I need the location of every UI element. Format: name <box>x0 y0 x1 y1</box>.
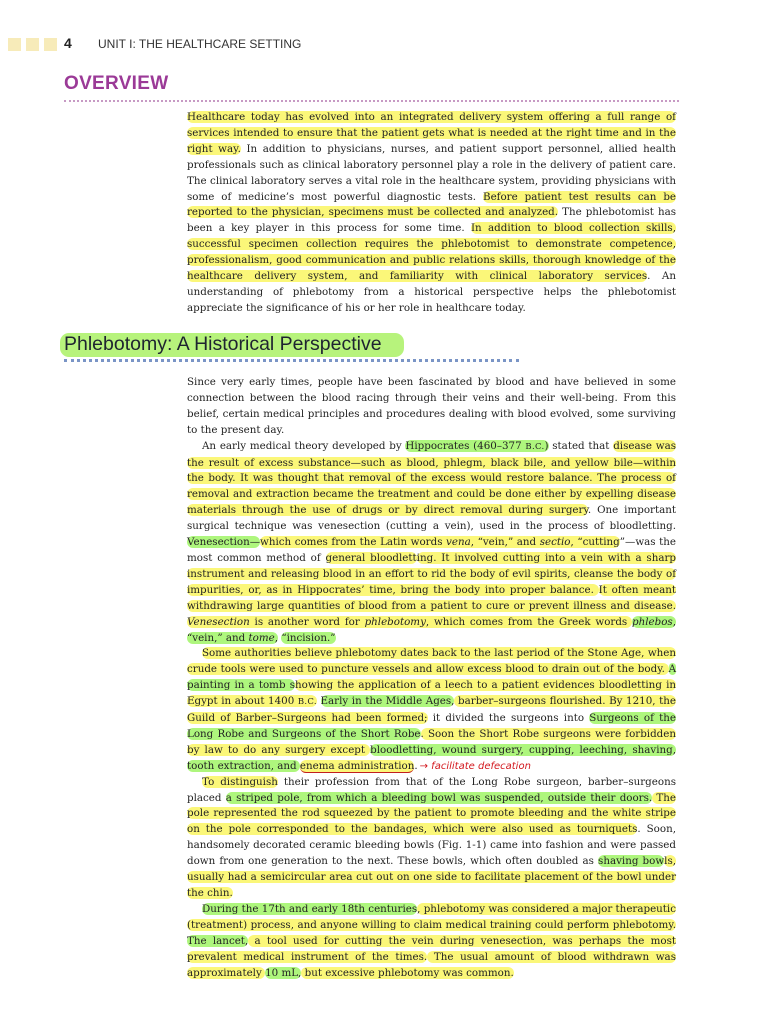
highlighted-text: Surgeons of the Long Robe and Surgeons of the Short Robe <box>187 712 677 740</box>
text-run: . Soon, handsomely decorated ceramic bleeding bowls (Fig. 1-1) came into fashion and were passed down from one generation to the next. These bowls, which often doubled as <box>187 823 676 868</box>
highlighted-text: howing the application of a leech to a patient evidences bloodletting in Egypt in about 1400 B.C. <box>187 679 676 708</box>
highlighted-text: It often meant withdrawing large quantities of blood from a patient to cure or prevent illness and disease. <box>187 583 676 612</box>
decorative-square <box>44 38 57 51</box>
highlighted-text: Early in the Middle Ages, <box>320 695 455 708</box>
text-run: their profession from that of the Long Robe surgeon, barber–surgeons placed <box>187 775 676 804</box>
decorative-square <box>26 38 39 51</box>
history-heading <box>64 333 404 356</box>
highlighted-text: bloodletting, wound surgery, cupping, leeching, shaving, tooth extraction, and <box>187 743 676 772</box>
text-run: In addition to physicians, nurses, and patient support personnel, allied health professionals such as clinical laboratory personnel play a role in the delivery of patient care. The clinical laboratory serves a vital role in the healthcare system, providing physicians with some of medicine’s most powerful diagnostic tests. <box>187 142 677 203</box>
highlighted-text: “incision.” <box>281 631 336 644</box>
highlighted-text: but excessive phlebotomy was common. <box>301 966 514 979</box>
history-paragraph: Since very early times, people have been fascinated by blood and have believed in some connection between the blood racing through their veins and their well-being. From this belief, certain medical principles and procedures dealing with blood evolved, some surviving to the present day. <box>187 376 676 436</box>
highlighted-text: phlebos, “vein,” and tome, <box>187 615 676 644</box>
highlighted-text: Venesection— <box>187 536 261 549</box>
handwritten-annotation: → facilitate defecation <box>419 760 531 772</box>
highlighted-text: The lancet, <box>187 934 249 947</box>
history-heading-text: Phlebotomy: A Historical Perspective <box>60 333 404 357</box>
history-paragraph <box>187 902 676 982</box>
highlighted-text: 10 mL, <box>265 966 302 979</box>
highlighted-text: shaving bow <box>598 855 665 868</box>
history-paragraph: Some authorities believe phlebotomy dates back to the last period of the Stone Age, when crude tools were used to puncture vessels and allow excess blood to drain out of the body. A painting in a tomb showing the application of a leech to a patient evidences bloodletting in Egypt in about 1400 B.C. Early in the Middle Ages, barber–surgeons flourished. By 1210, the Guild of Barber–Surgeons had been formed; it divided the surgeons into Surgeons of the Long Robe and Surgeons of the Short Robe. Soon the Short Robe surgeons were forbidden by law to do any surgery except bloodletting, wound surgery, cupping, leeching, shaving, tooth extraction, and enema administration. → facilitate defecation <box>187 647 677 772</box>
highlighted-text: a tool used for cutting the vein during venesection, was perhaps the most prevalent medical instrument of the times. <box>187 934 676 963</box>
highlighted-text: Healthcare today has evolved into an integrated delivery system offering a full range of services intended to ensure that the patient gets what is needed at the right time and in the right way. <box>187 111 676 155</box>
highlighted-text: Some authorities believe phlebotomy dates back to the last period of the Stone Age, when crude tools were used to puncture vessels and allow excess blood to drain out of the body. <box>187 647 676 676</box>
highlighted-text: The usual amount of blood withdrawn was approximately <box>187 950 676 979</box>
history-paragraph <box>187 439 676 647</box>
highlighted-text: The pole represented the rod squeezed by the patient to promote bleeding and the white stripe on the pole corresponded to the bandages, which were also used as tourniquets <box>187 791 676 836</box>
page-number: 4 <box>64 35 72 51</box>
text-run: . One important surgical technique was venesection (cutting a vein), used in the process of bloodletting. <box>187 504 676 533</box>
highlighted-text: ls, usually had a semicircular area cut out on one side to facilitate placement of the bowl under the chin. <box>187 855 677 899</box>
text-run: stated that <box>548 439 614 452</box>
highlighted-text: a striped pole, from which a bleeding bowl was suspended, outside their doors. <box>225 791 653 804</box>
history-body <box>187 375 676 981</box>
highlighted-text: ing. It involved cutting into a vein with a sharp instrument and releasing blood in an effort to rid the body of evil spirits, cleanse the body of impurities, or, as in Hippocrates’ time, bring the body into proper balance. <box>187 551 677 596</box>
highlighted-text: disease was the result of excess substance—such as blood, phlegm, black bile, and yellow bile—within the body. It was thought that removal of the excess would restore balance. The process of removal and extraction became the treatment and could be done either by expelling disease materials through the use of drugs or by direct removal during surgery <box>187 439 676 517</box>
highlighted-text: which comes from the Latin words vena, “vein,” and sectio, “cutting <box>260 536 620 549</box>
highlighted-text: barber–surgeons flourished. By 1210, the Guild of Barber–Surgeons had been formed; <box>187 695 676 725</box>
overview-heading: OVERVIEW <box>64 73 169 94</box>
underlined-text: enema administration <box>299 759 415 772</box>
text-run: . An understanding of phlebotomy from a historical perspective helps the phlebotomist appreciate the significance of his or her role in healthcare today. <box>187 270 676 314</box>
highlighted-text: . Soon the Short Robe surgeons were forbidden by law to do any surgery except <box>187 727 676 756</box>
text-run: ”—was the most common method of <box>187 536 677 564</box>
highlighted-text: A painting in a tomb s <box>187 663 676 692</box>
overview-body <box>187 110 676 317</box>
decorative-square <box>8 38 21 51</box>
highlighted-text: To distinguish <box>202 775 278 788</box>
highlighted-text: general bloodlett <box>325 551 417 564</box>
highlighted-text: Venesection is another word for phlebotomy, which comes from the Greek words <box>187 615 633 628</box>
text-run: An early medical theory developed by <box>202 439 406 452</box>
highlighted-text: Hippocrates (460–377 B.C.) <box>405 439 549 452</box>
text-run: The phlebotomist has been a key player in this process for some time. <box>187 206 676 235</box>
highlighted-text: , phlebotomy was considered a major therapeutic (treatment) process, and anyone willing to claim medical training could perform phlebotomy. <box>187 902 676 931</box>
highlighted-text: In addition to blood collection skills, successful specimen collection requires the phlebotomist to demonstrate competence, professionalism, good communication and public relations skills, thorough knowledge of the healthcare delivery system, and familiarity with clinical laboratory services <box>187 222 676 283</box>
running-header: UNIT I: THE HEALTHCARE SETTING <box>98 37 302 51</box>
heading-rule <box>64 100 679 102</box>
text-run: it divided the surgeons into <box>427 712 590 725</box>
highlighted-text: Before patient test results can be reported to the physician, specimens must be collected and analyzed. <box>187 190 676 219</box>
history-paragraph <box>187 775 676 902</box>
highlighted-text: During the 17th and early 18th centuries <box>202 902 418 915</box>
heading-rule <box>64 359 519 362</box>
overview-paragraph <box>187 110 676 317</box>
